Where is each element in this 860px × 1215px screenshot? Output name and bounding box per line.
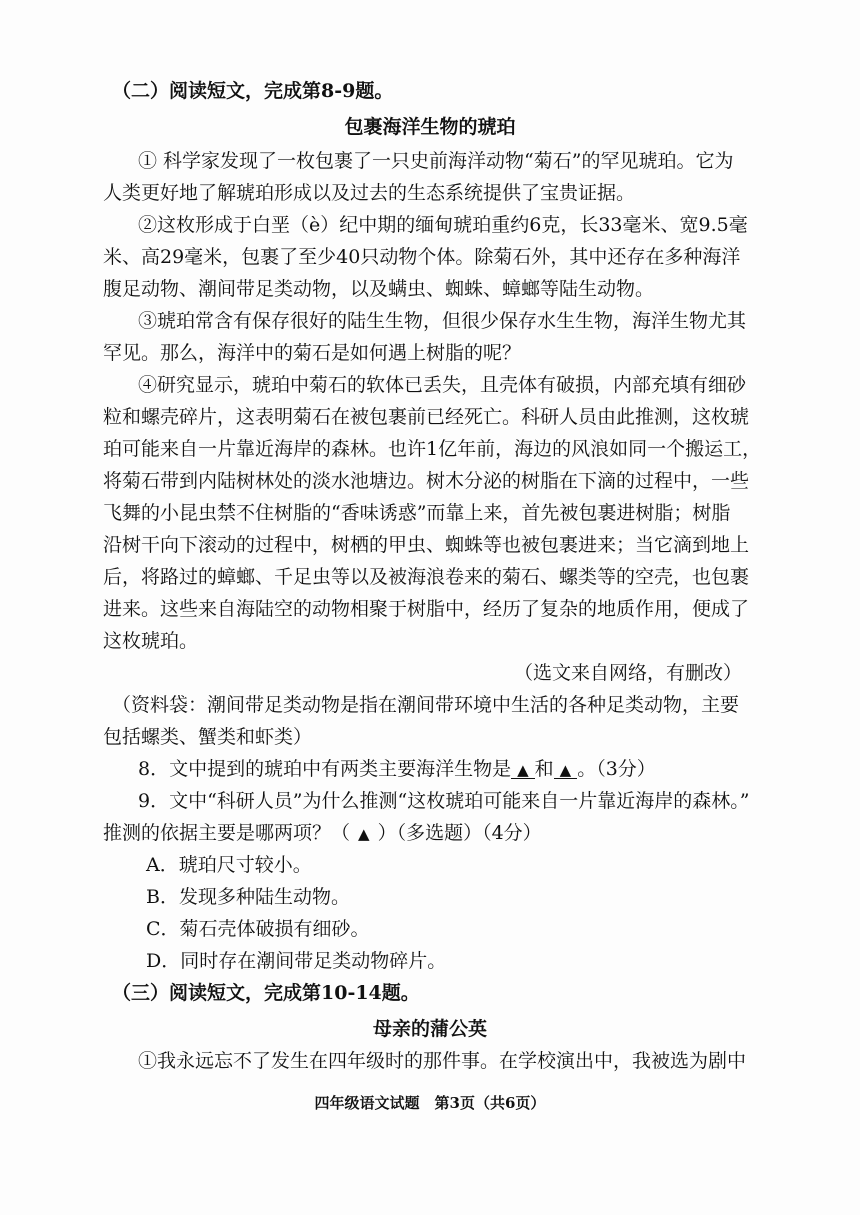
para4-line7: 后，将路过的蟑螂、千足虫等以及被海浪卷来的菊石、螺类等的空壳，也包裹: [103, 566, 750, 588]
para1-line1: ① 科学家发现了一枚包裹了一只史前海洋动物“菊石”的罕见琥珀。它为: [138, 150, 734, 172]
info-box-line2: 包括螺类、蟹类和虾类）: [103, 726, 313, 748]
q9-option-c: C．菊石壳体破损有细砂。: [146, 918, 370, 940]
q8-blank-1[interactable]: ▲: [511, 763, 535, 779]
para4-line5: 飞舞的小昆虫禁不住树脂的“香味诱惑”而靠上来，首先被包裹进树脂；树脂: [103, 502, 731, 524]
para3-line1: ③琥珀常含有保存很好的陆生生物，但很少保存水生生物，海洋生物尤其: [138, 310, 747, 332]
q9-option-a: A．琥珀尺寸较小。: [146, 854, 312, 876]
para2-line1: ②这枚形成于白垩（è）纪中期的缅甸琥珀重约6克，长33毫米、宽9.5毫: [138, 214, 748, 236]
para4-line8: 进来。这些来自海陆空的动物相聚于树脂中，经历了复杂的地质作用，便成了: [103, 598, 750, 620]
info-box-line1: （资料袋：潮间带足类动物是指在潮间带环境中生活的各种足类动物，主要: [112, 694, 740, 716]
q9-option-b: B．发现多种陆生动物。: [146, 886, 350, 908]
para1-line2: 人类更好地了解琥珀形成以及过去的生态系统提供了宝贵证据。: [103, 182, 636, 204]
question-9-line1: 9．文中“科研人员”为什么推测“这枚琥珀可能来自一片靠近海岸的森林。”: [138, 790, 750, 812]
q8-mid: 和: [534, 758, 554, 780]
para4-line3: 珀可能来自一片靠近海岸的森林。也许1亿年前，海边的风浪如同一个搬运工，: [103, 438, 762, 460]
para4-line4: 将菊石带到内陆树林处的淡水池塘边。树木分泌的树脂在下滴的过程中，一些: [103, 470, 750, 492]
question-8: [138, 760, 656, 779]
q8-prefix: 8．文中提到的琥珀中有两类主要海洋生物是: [138, 758, 512, 780]
q9-suffix: ）（多选题）（4分）: [377, 822, 542, 844]
section2-heading: （二）阅读短文，完成第8-9题。: [112, 80, 394, 102]
para3-line2: 罕见。那么，海洋中的菊石是如何遇上树脂的呢？: [103, 342, 522, 364]
page-footer: 四年级语文试题 第3页（共6页）: [314, 1094, 546, 1112]
para4-line2: 粒和螺壳碎片，这表明菊石在被包裹前已经死亡。科研人员由此推测，这枚琥: [103, 406, 750, 428]
passage2-title: 母亲的蒲公英: [372, 1018, 487, 1040]
q9-blank[interactable]: ▲: [358, 825, 370, 843]
para2-line2: 米、高29毫米，包裹了至少40只动物个体。除菊石外，其中还存在多种海洋: [103, 246, 741, 268]
section3-para1: ①我永远忘不了发生在四年级时的那件事。在学校演出中，我被选为剧中: [138, 1050, 747, 1072]
passage-title: 包裹海洋生物的琥珀: [344, 116, 516, 138]
q9-option-d: D．同时存在潮间带足类动物碎片。: [146, 950, 447, 972]
para2-line3: 腹足动物、潮间带足类动物，以及螨虫、蜘蛛、蟑螂等陆生动物。: [103, 278, 655, 300]
q8-blank-2[interactable]: ▲: [554, 763, 578, 779]
question-9-line2: [103, 824, 542, 843]
section3-heading: （三）阅读短文，完成第10-14题。: [112, 982, 420, 1004]
para4-line9: 这枚琥珀。: [103, 630, 199, 652]
para4-line1: ④研究显示，琥珀中菊石的软体已丢失，且壳体有破损，内部充填有细砂: [138, 374, 747, 396]
q8-suffix: 。（3分）: [577, 758, 656, 780]
q9-prefix: 推测的依据主要是哪两项？（: [103, 822, 351, 844]
source-note: （选文来自网络，有删改）: [513, 662, 742, 684]
para4-line6: 沿树干向下滚动的过程中，树栖的甲虫、蜘蛛等也被包裹进来；当它滴到地上: [103, 534, 750, 556]
